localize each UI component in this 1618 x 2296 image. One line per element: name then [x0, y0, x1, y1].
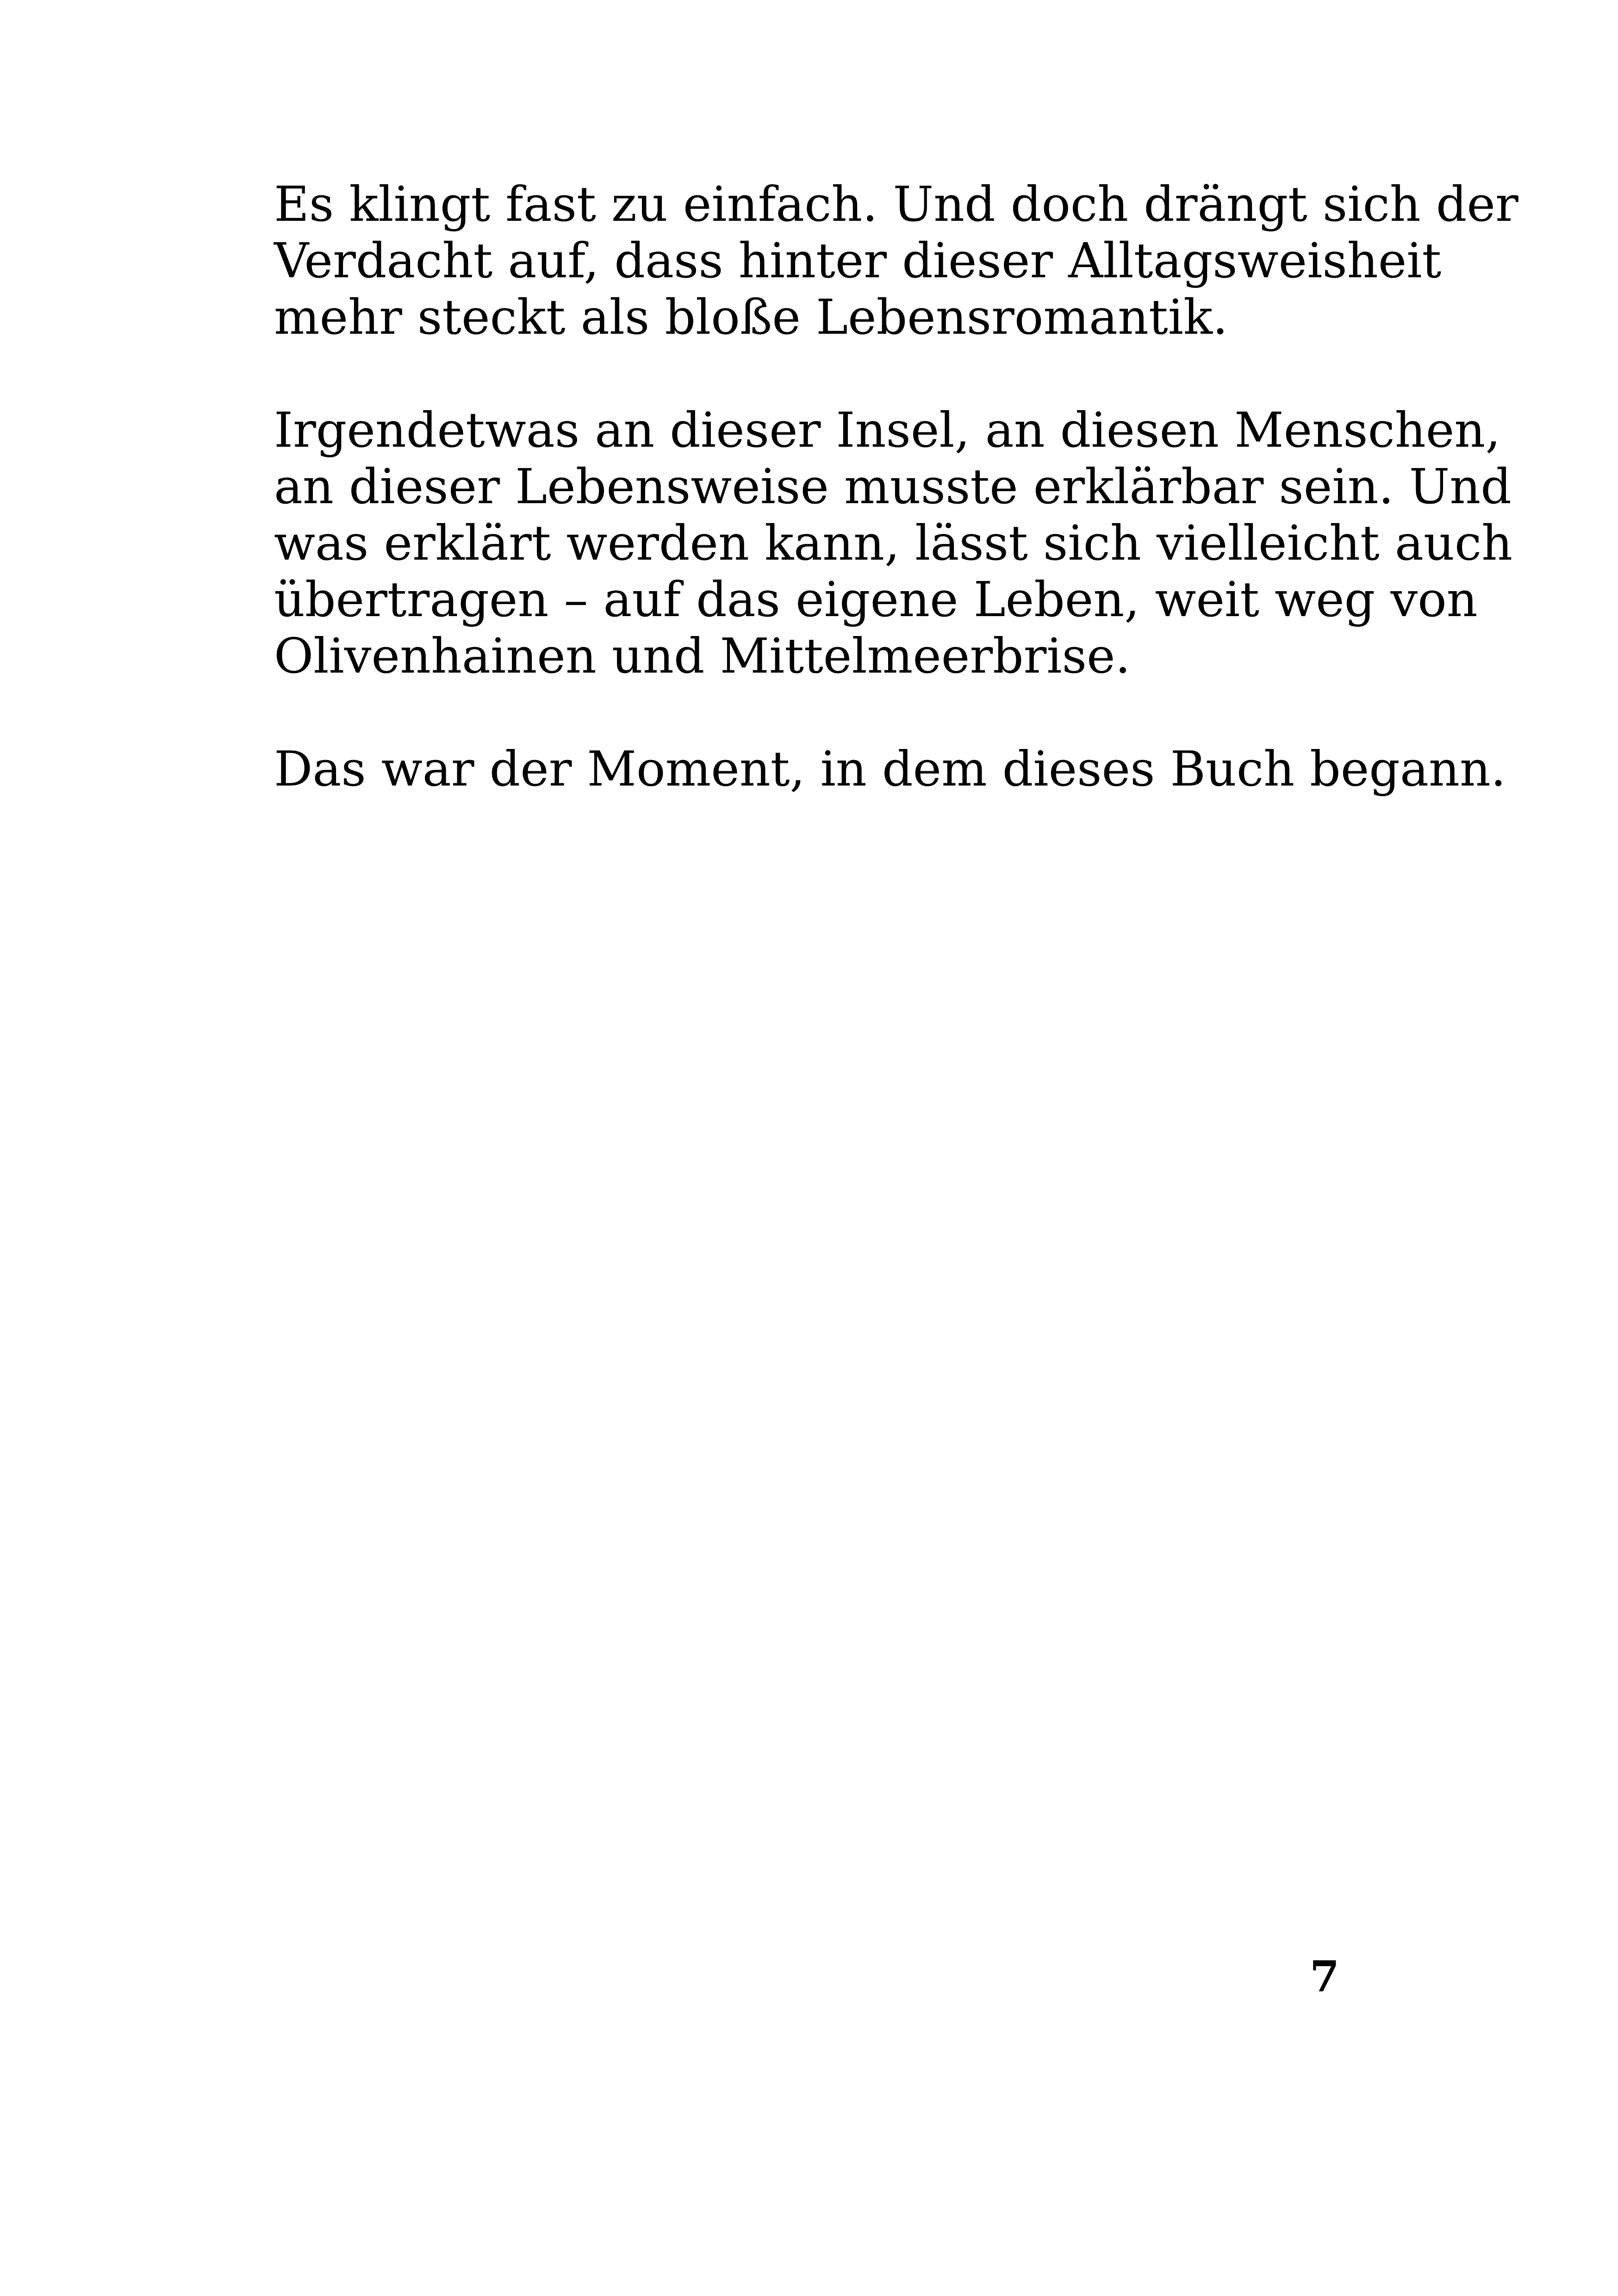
paragraph-line: Irgendetwas an dieser Insel, an diesen Menschen,: [274, 402, 1501, 458]
paragraph-3: [274, 741, 1506, 797]
paragraph-line: mehr steckt als bloße Lebensromantik.: [274, 289, 1228, 345]
paragraph-2: [274, 402, 1513, 684]
paragraph-line: Es klingt fast zu einfach. Und doch drängt sich der: [274, 176, 1518, 232]
paragraph-line: Olivenhainen und Mittelmeerbrise.: [274, 628, 1131, 684]
page-number: 7: [1310, 1952, 1340, 2002]
paragraph-line: an dieser Lebensweise musste erklärbar sein. Und: [274, 458, 1512, 515]
paragraph-1: [274, 176, 1518, 345]
paragraph-line: übertragen – auf das eigene Leben, weit weg von: [274, 571, 1478, 628]
body-text: [274, 176, 1518, 797]
paragraph-line: was erklärt werden kann, lässt sich vielleicht auch: [274, 515, 1513, 571]
paragraph-line: Verdacht auf, dass hinter dieser Alltagsweisheit: [274, 232, 1442, 289]
paragraph-line: Das war der Moment, in dem dieses Buch begann.: [274, 741, 1506, 797]
